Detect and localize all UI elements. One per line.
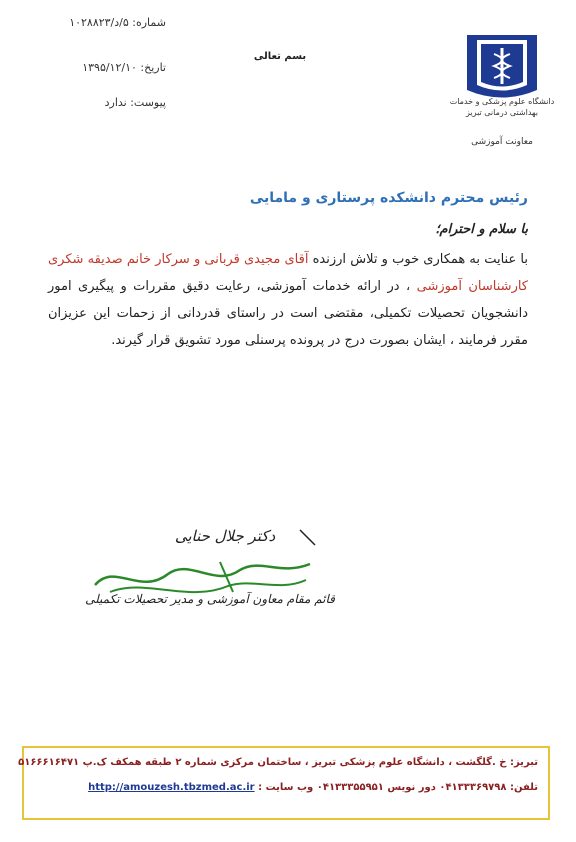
letter-date: تاریخ: ۱۳۹۵/۱۲/۱۰ bbox=[82, 61, 166, 74]
footer-address: تبریز: خ .گلگشت ، دانشگاه علوم پزشکی تبریز ، ساختمان مرکزی شماره ۲ طبقه همکف ک.پ ۵۱۶۶۶۱۶۴۷۱ bbox=[18, 757, 538, 768]
website-link[interactable]: http://amouzesh.tbzmed.ac.ir bbox=[88, 782, 255, 793]
handwritten-signature bbox=[70, 500, 360, 630]
body-text-end: ، در ارائه خدمات آموزشی، رعایت دقیق مقررات و پیگیری امور دانشجویان تحصیلات تکمیلی، مقتضی است در راستای قدردانی از زحمات این عزیزان مقرر فرمایند ، ایشان بصورت درج در پرونده پرسنلی مورد تشویق قرار گیرند. bbox=[48, 279, 528, 348]
body-highlight-names: آقای مجیدی قربانی و سرکار خانم صدیقه شکری کارشناسان آموزشی bbox=[48, 252, 528, 294]
department-name: معاونت آموزشی bbox=[471, 137, 533, 147]
letter-number: شماره: ۵/د/۱۰۲۸۸۲۳ bbox=[69, 16, 166, 29]
university-name: دانشگاه علوم پزشکی و خدمات بهداشتی درمانی تبریز bbox=[449, 97, 555, 117]
footer-box bbox=[18, 746, 550, 820]
letter-attachment: پیوست: ندارد bbox=[104, 96, 166, 109]
signatory-title: قائم مقام معاون آموزشی و مدیر تحصیلات تکمیلی bbox=[85, 592, 335, 606]
body-text-start: با عنایت به همکاری خوب و تلاش ارزنده bbox=[308, 252, 528, 267]
letter-recipient: رئیس محترم دانشکده پرستاری و مامایی bbox=[249, 190, 528, 206]
signatory-name: دکتر جلال حنایی bbox=[174, 527, 276, 545]
letter-greeting: با سلام و احترام؛ bbox=[435, 222, 528, 237]
bismillah-heading: بسم تعالی bbox=[253, 51, 307, 62]
footer-contact bbox=[88, 782, 538, 793]
letter-body bbox=[48, 246, 528, 354]
footer-phone: تلفن: ۰۴۱۳۳۳۶۹۷۹۸ دور نویس ۰۴۱۳۳۳۵۵۹۵۱ وب سایت : bbox=[254, 782, 538, 793]
